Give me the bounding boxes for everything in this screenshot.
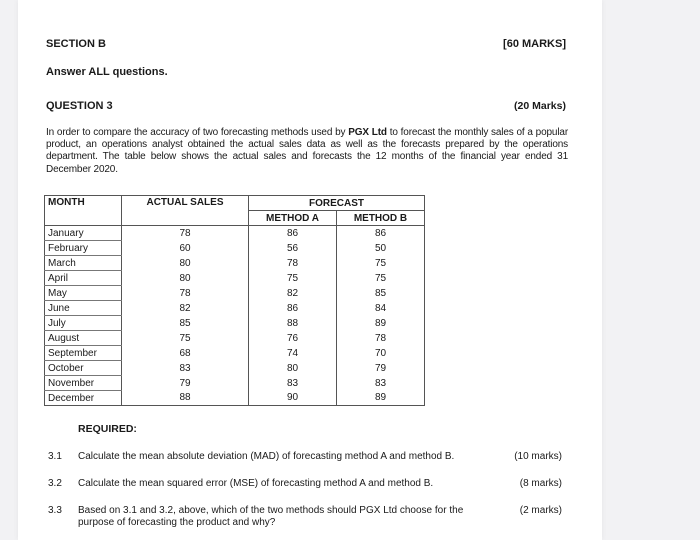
- month-cell: June: [45, 301, 122, 316]
- month-cell: February: [45, 241, 122, 256]
- document-page: [18, 0, 602, 540]
- header-forecast: FORECAST: [249, 196, 425, 211]
- company-name: PGX Ltd: [348, 127, 387, 138]
- method-b-cell: 75: [337, 271, 425, 286]
- method-b-cell: 50: [337, 241, 425, 256]
- method-b-cell: 85: [337, 286, 425, 301]
- table-row: [45, 346, 425, 361]
- question-text: Based on 3.1 and 3.2, above, which of the two methods should PGX Ltd choose for the purpose of forecasting the product and why?: [78, 505, 464, 528]
- header-method-a: METHOD A: [249, 211, 337, 226]
- header-actual-sales: ACTUAL SALES: [122, 196, 249, 226]
- header-month: MONTH: [45, 196, 122, 226]
- actual-sales-cell: 79: [122, 376, 249, 391]
- month-cell: April: [45, 271, 122, 286]
- question-marks-value: (2 marks): [519, 505, 562, 516]
- method-a-cell: 82: [249, 286, 337, 301]
- method-b-cell: 83: [337, 376, 425, 391]
- method-a-cell: 74: [249, 346, 337, 361]
- table-row: [45, 241, 425, 256]
- month-cell: December: [45, 391, 122, 406]
- question-intro: [46, 127, 568, 176]
- question-number: 3.3: [48, 505, 62, 516]
- table-row: [45, 376, 425, 391]
- table-row: [45, 301, 425, 316]
- question-number: 3.2: [48, 478, 62, 489]
- method-a-cell: 78: [249, 256, 337, 271]
- month-cell: March: [45, 256, 122, 271]
- actual-sales-cell: 80: [122, 271, 249, 286]
- question-text: Calculate the mean absolute deviation (MAD) of forecasting method A and method B.: [78, 451, 455, 462]
- month-cell: November: [45, 376, 122, 391]
- table-row: [45, 361, 425, 376]
- method-a-cell: 90: [249, 391, 337, 406]
- month-cell: July: [45, 316, 122, 331]
- actual-sales-cell: 82: [122, 301, 249, 316]
- method-b-cell: 84: [337, 301, 425, 316]
- method-a-cell: 75: [249, 271, 337, 286]
- actual-sales-cell: 83: [122, 361, 249, 376]
- actual-sales-cell: 68: [122, 346, 249, 361]
- table-row: [45, 271, 425, 286]
- question-marks-value: (8 marks): [519, 478, 562, 489]
- actual-sales-cell: 80: [122, 256, 249, 271]
- method-b-cell: 75: [337, 256, 425, 271]
- method-b-cell: 86: [337, 226, 425, 241]
- table-row: [45, 226, 425, 241]
- method-a-cell: 88: [249, 316, 337, 331]
- actual-sales-cell: 78: [122, 226, 249, 241]
- method-b-cell: 70: [337, 346, 425, 361]
- section-instruction: Answer ALL questions.: [46, 66, 168, 78]
- actual-sales-cell: 85: [122, 316, 249, 331]
- question-marks: (20 Marks): [514, 100, 566, 112]
- method-a-cell: 83: [249, 376, 337, 391]
- method-b-cell: 89: [337, 316, 425, 331]
- method-b-cell: 89: [337, 391, 425, 406]
- method-a-cell: 80: [249, 361, 337, 376]
- table-row: [45, 391, 425, 406]
- actual-sales-cell: 75: [122, 331, 249, 346]
- section-total-marks: [60 MARKS]: [503, 38, 566, 50]
- table-row: [45, 331, 425, 346]
- method-a-cell: 86: [249, 226, 337, 241]
- question-number: 3.1: [48, 451, 62, 462]
- sales-forecast-table: [44, 195, 425, 406]
- table-row: [45, 286, 425, 301]
- month-cell: September: [45, 346, 122, 361]
- month-cell: August: [45, 331, 122, 346]
- table-row: [45, 256, 425, 271]
- actual-sales-cell: 60: [122, 241, 249, 256]
- question-title: QUESTION 3: [46, 100, 113, 112]
- header-method-b: METHOD B: [337, 211, 425, 226]
- section-title: SECTION B: [46, 38, 106, 50]
- method-b-cell: 78: [337, 331, 425, 346]
- required-label: REQUIRED:: [78, 423, 137, 435]
- month-cell: May: [45, 286, 122, 301]
- intro-text-start: In order to compare the accuracy of two forecasting methods used by: [46, 127, 349, 138]
- actual-sales-cell: 78: [122, 286, 249, 301]
- month-cell: October: [45, 361, 122, 376]
- actual-sales-cell: 88: [122, 391, 249, 406]
- method-a-cell: 86: [249, 301, 337, 316]
- table-row: [45, 316, 425, 331]
- method-a-cell: 56: [249, 241, 337, 256]
- method-b-cell: 79: [337, 361, 425, 376]
- intro-text-end: to forecast the monthly sales of a popular product, an operations analyst obtained the actual sales data as well as the forecasts prepared by the operations department. The table below shows the actual sales and forecasts the 12 months of the financial year ended 31 December 2020.: [46, 127, 568, 175]
- question-text: Calculate the mean squared error (MSE) of forecasting method A and method B.: [78, 478, 434, 489]
- month-cell: January: [45, 226, 122, 241]
- method-a-cell: 76: [249, 331, 337, 346]
- question-marks-value: (10 marks): [514, 451, 562, 462]
